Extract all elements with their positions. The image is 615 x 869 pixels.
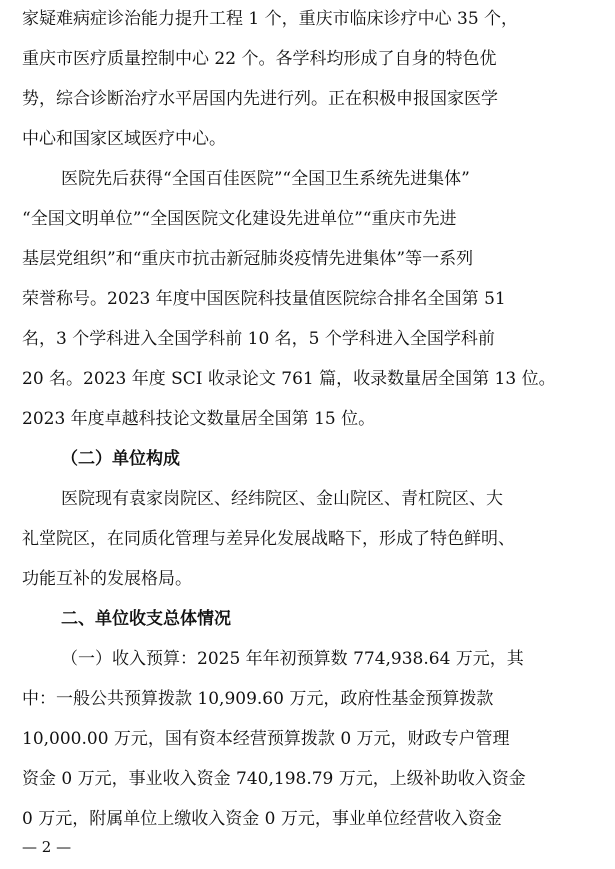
paragraph-line: 中：一般公共预算拨款 10,909.60 万元，政府性基金预算拨款 [22,689,494,709]
paragraph-line: “全国文明单位”“全国医院文化建设先进单位”“重庆市先进 [22,209,457,229]
paragraph-line: 10,000.00 万元，国有资本经营预算拨款 0 万元，财政专户管理 [22,729,510,749]
paragraph-line: 名，3 个学科进入全国学科前 10 名，5 个学科进入全国学科前 [22,329,495,349]
section-heading: 二、单位收支总体情况 [61,609,231,629]
paragraph-line: 功能互补的发展格局。 [22,569,192,589]
paragraph-line: 荣誉称号。2023 年度中国医院科技量值医院综合排名全国第 51 [22,289,506,309]
paragraph-line: 资金 0 万元，事业收入资金 740,198.79 万元，上级补助收入资金 [22,769,526,789]
paragraph-line: 礼堂院区，在同质化管理与差异化发展战略下，形成了特色鲜明、 [22,529,515,549]
paragraph-line: 重庆市医疗质量控制中心 22 个。各学科均形成了自身的特色优 [22,49,497,69]
paragraph-line: 中心和国家区域医疗中心。 [22,129,226,149]
paragraph-line: 基层党组织”和“重庆市抗击新冠肺炎疫情先进集体”等一系列 [22,249,474,269]
paragraph-line: 医院现有袁家岗院区、经纬院区、金山院区、青杠院区、大 [61,489,503,509]
paragraph-line: 20 名。2023 年度 SCI 收录论文 761 篇，收录数量居全国第 13 位。 [22,369,556,389]
paragraph-line: 0 万元，附属单位上缴收入资金 0 万元，事业单位经营收入资金 [22,809,502,829]
page-number: — 2 — [22,838,72,856]
section-subheading: （二）单位构成 [61,449,180,469]
paragraph-line: （一）收入预算：2025 年年初预算数 774,938.64 万元，其 [61,649,524,669]
paragraph-line: 2023 年度卓越科技论文数量居全国第 15 位。 [22,409,376,429]
paragraph-line: 势，综合诊断治疗水平居国内先进行列。正在积极申报国家医学 [22,89,498,109]
paragraph-line: 医院先后获得“全国百佳医院”“全国卫生系统先进集体” [61,169,470,189]
paragraph-line: 家疑难病症诊治能力提升工程 1 个，重庆市临床诊疗中心 35 个， [22,9,519,29]
